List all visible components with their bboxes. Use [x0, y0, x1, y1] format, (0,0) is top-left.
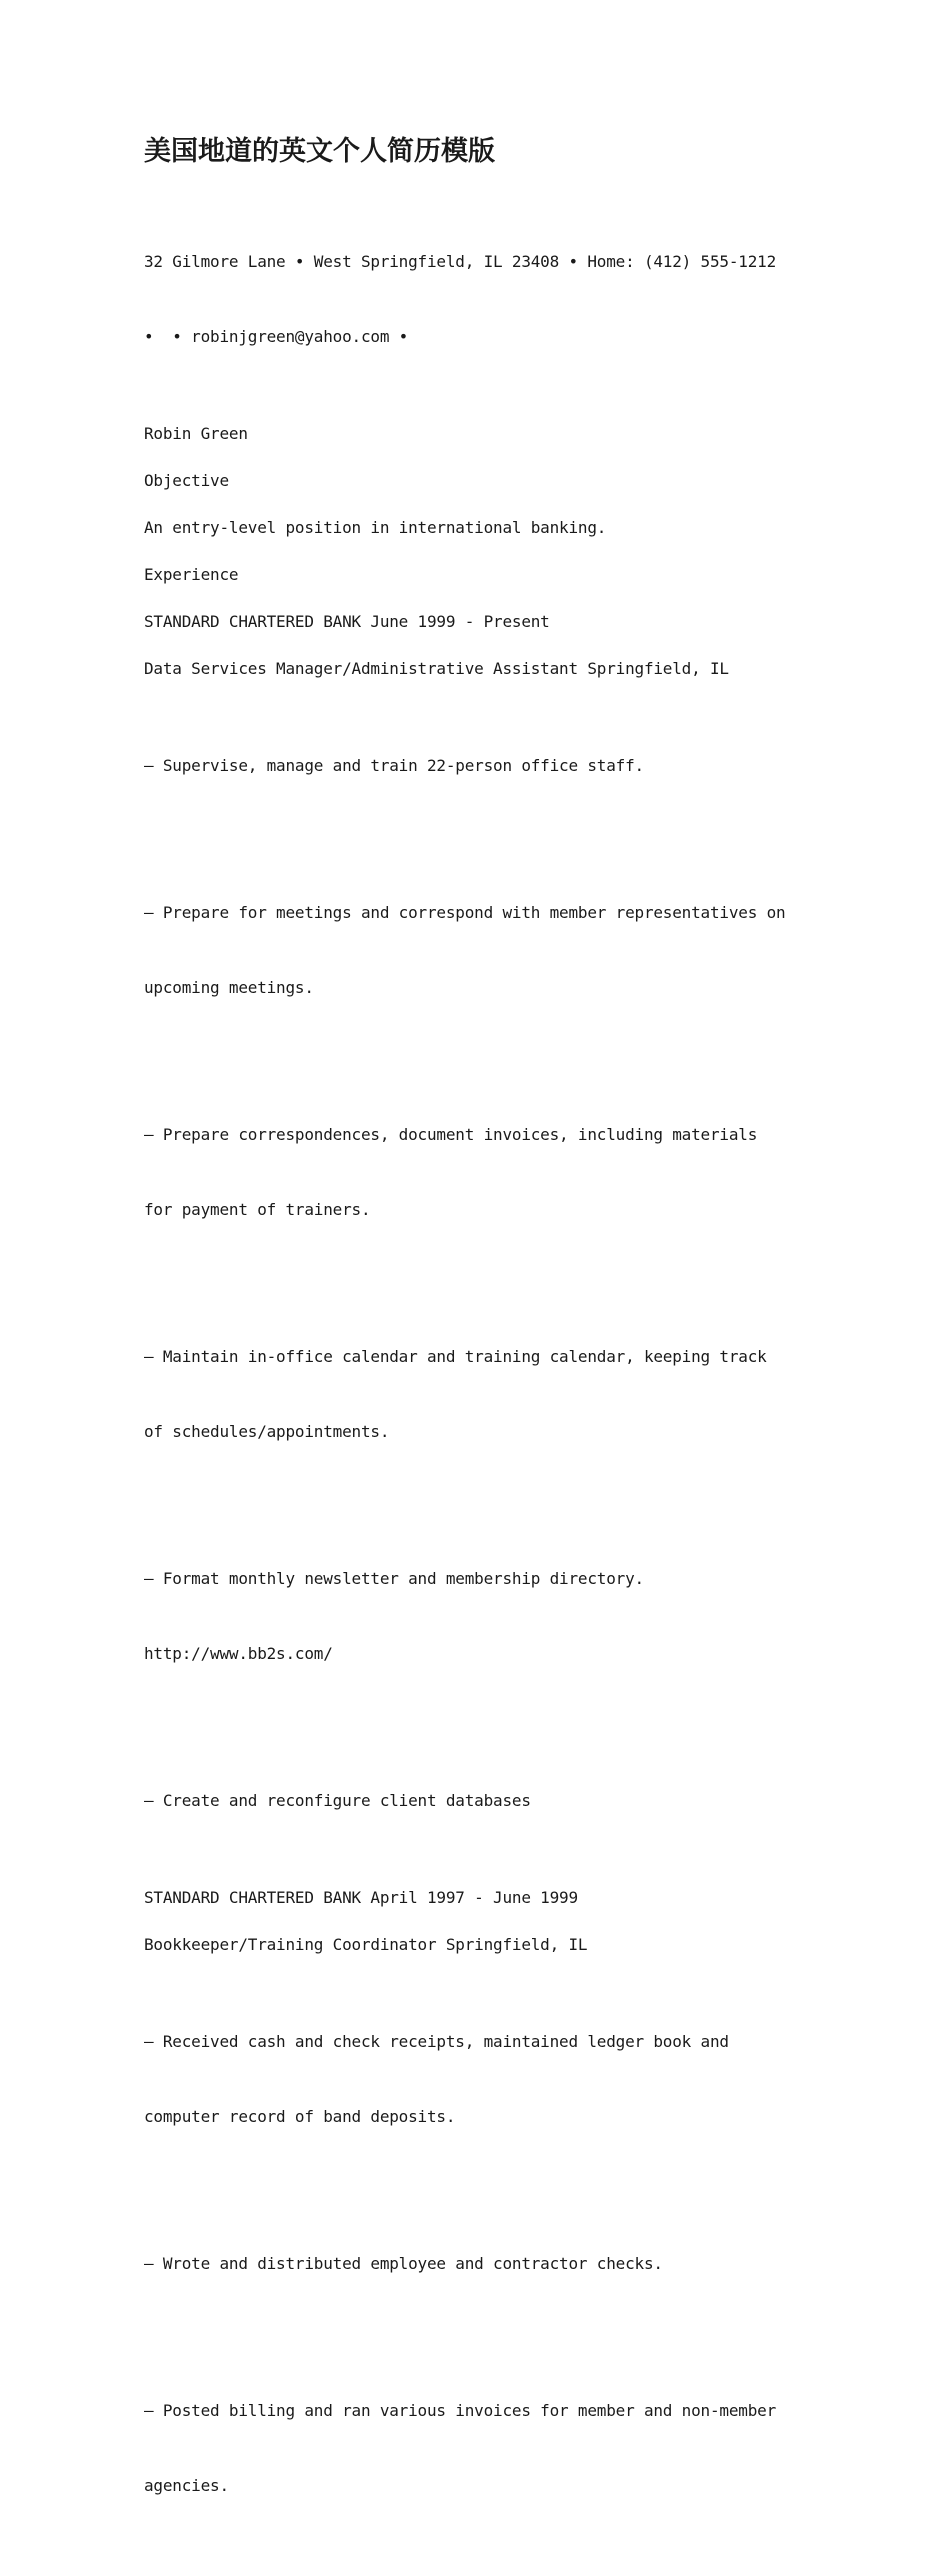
job1-bullet-3-line-1: — Prepare correspondences, document invoices, including materials	[144, 1125, 758, 1144]
document-title: 美国地道的英文个人简历模版	[144, 136, 495, 167]
job1-bullet	[144, 850, 814, 1050]
job2-bullet	[144, 2348, 814, 2548]
job2-bullet-3-line-2: agencies.	[144, 2476, 229, 2495]
experience-heading: Experience	[144, 565, 239, 584]
job2-bullet-1-line-1: — Received cash and check receipts, maintained ledger book and	[144, 2032, 729, 2051]
job1-bullet-5-line-1: — Format monthly newsletter and membership directory.	[144, 1569, 644, 1588]
job2-bullet-1-line-2: computer record of band deposits.	[144, 2107, 456, 2126]
job1-title: Data Services Manager/Administrative Assistant Springfield, IL	[144, 659, 729, 678]
job1-bullet-6-line-1: — Create and reconfigure client databases	[144, 1791, 531, 1810]
contact-address-line: 32 Gilmore Lane • West Springfield, IL 23408 • Home: (412) 555-1212	[144, 252, 776, 271]
job1-bullet-2-line-2: upcoming meetings.	[144, 978, 314, 997]
job1-bullet-4-line-2: of schedules/appointments.	[144, 1422, 390, 1441]
objective-text: An entry-level position in international banking.	[144, 518, 607, 537]
job1-bullet-1-line-1: — Supervise, manage and train 22-person office staff.	[144, 756, 644, 775]
job2-bullet	[144, 2201, 814, 2326]
applicant-name: Robin Green	[144, 424, 248, 443]
job2-title: Bookkeeper/Training Coordinator Springfield, IL	[144, 1935, 588, 1954]
contact-info	[144, 199, 814, 399]
job1-bullet	[144, 703, 814, 828]
job2-bullet-2-line-1: — Wrote and distributed employee and contractor checks.	[144, 2254, 663, 2273]
objective-heading: Objective	[144, 471, 229, 490]
job1-bullet-4-line-1: — Maintain in-office calendar and training calendar, keeping track	[144, 1347, 767, 1366]
job1-bullet	[144, 1294, 814, 1494]
job1-header: STANDARD CHARTERED BANK June 1999 - Present	[144, 612, 550, 631]
job2-bullet	[144, 1979, 814, 2179]
job1-bullet	[144, 1072, 814, 1272]
job1-bullet-2-line-1: — Prepare for meetings and correspond with member representatives on	[144, 903, 786, 922]
job1-bullet	[144, 1738, 814, 1863]
job1-bullet	[144, 1516, 814, 1716]
job2-bullet-3-line-1: — Posted billing and ran various invoices for member and non-member	[144, 2401, 776, 2420]
job1-bullet-5-url: http://www.bb2s.com/	[144, 1644, 333, 1663]
job2-header: STANDARD CHARTERED BANK April 1997 - June 1999	[144, 1888, 578, 1907]
contact-email-line: • • robinjgreen@yahoo.com •	[144, 327, 409, 346]
resume-page	[144, 130, 814, 2570]
job1-bullet-3-line-2: for payment of trainers.	[144, 1200, 371, 1219]
